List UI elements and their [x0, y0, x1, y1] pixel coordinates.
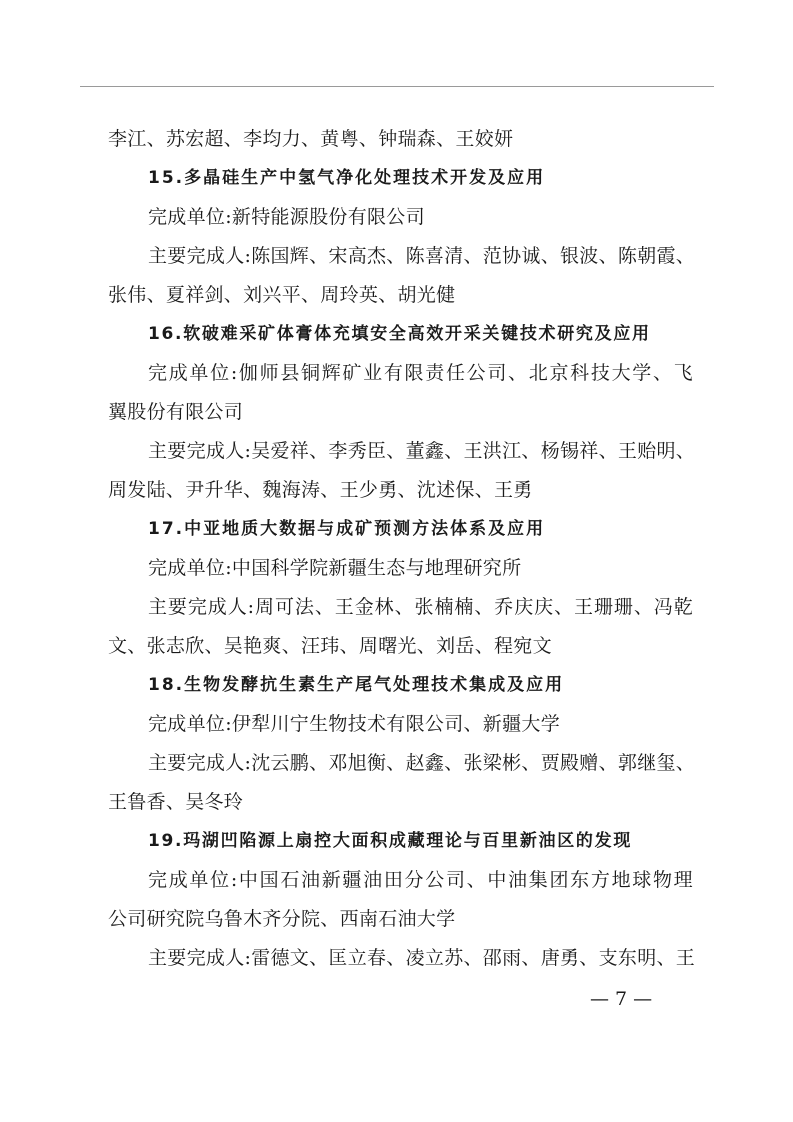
main-contributors-15: 主要完成人:陈国辉、宋高杰、陈喜清、范协诚、银波、陈朝霞、 [148, 245, 696, 267]
completing-unit-17: 完成单位:中国科学院新疆生态与地理研究所 [148, 557, 522, 579]
completing-unit-16-cont: 翼股份有限公司 [108, 401, 244, 423]
main-contributors-18: 主要完成人:沈云鹏、邓旭衡、赵鑫、张梁彬、贾殿赠、郭继玺、 [148, 752, 696, 774]
main-contributors-16: 主要完成人:吴爱祥、李秀臣、董鑫、王洪江、杨锡祥、王贻明、 [148, 440, 696, 462]
text-line-1: 李江、苏宏超、李均力、黄粤、钟瑞森、王姣妍 [108, 128, 514, 150]
header-rule [80, 86, 714, 87]
main-contributors-18-cont: 王鲁香、吴冬玲 [108, 791, 244, 813]
main-contributors-17-cont: 文、张志欣、吴艳爽、汪玮、周曙光、刘岳、程宛文 [108, 635, 552, 657]
completing-unit-19-cont: 公司研究院乌鲁木齐分院、西南石油大学 [108, 908, 456, 930]
project-heading-17: 17.中亚地质大数据与成矿预测方法体系及应用 [148, 519, 546, 539]
project-heading-19: 19.玛湖凹陷源上扇控大面积成藏理论与百里新油区的发现 [148, 831, 633, 851]
completing-unit-15: 完成单位:新特能源股份有限公司 [148, 206, 425, 228]
completing-unit-18: 完成单位:伊犁川宁生物技术有限公司、新疆大学 [148, 713, 561, 735]
project-heading-18: 18.生物发酵抗生素生产尾气处理技术集成及应用 [148, 675, 565, 695]
main-contributors-19: 主要完成人:雷德文、匡立春、凌立苏、邵雨、唐勇、支东明、王 [148, 947, 696, 969]
project-heading-15: 15.多晶硅生产中氢气净化处理技术开发及应用 [148, 168, 546, 188]
completing-unit-19: 完成单位:中国石油新疆油田分公司、中油集团东方地球物理 [148, 869, 693, 891]
completing-unit-16: 完成单位:伽师县铜辉矿业有限责任公司、北京科技大学、飞 [148, 362, 693, 384]
main-contributors-15-cont: 张伟、夏祥剑、刘兴平、周玲英、胡光健 [108, 284, 456, 306]
main-contributors-17: 主要完成人:周可法、王金林、张楠楠、乔庆庆、王珊珊、冯乾 [148, 596, 693, 618]
page-number: — 7 — [590, 988, 653, 1010]
main-contributors-16-cont: 周发陆、尹升华、魏海涛、王少勇、沈述保、王勇 [108, 479, 533, 501]
project-heading-16: 16.软破难采矿体膏体充填安全高效开采关键技术研究及应用 [148, 324, 651, 344]
